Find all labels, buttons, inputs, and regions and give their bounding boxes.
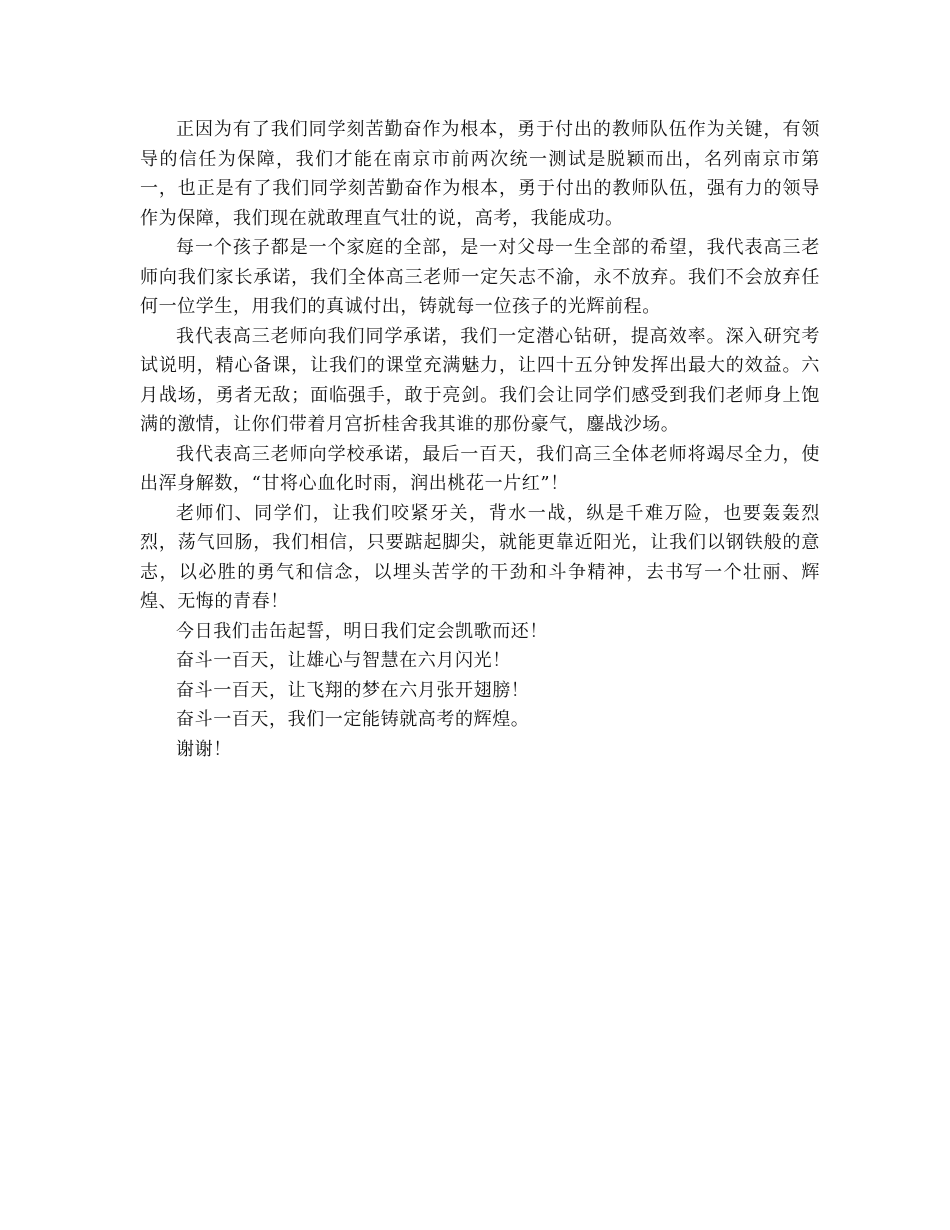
paragraph-9: 奋斗一百天，我们一定能铸就高考的辉煌。 <box>176 709 530 730</box>
paragraph-4: 我代表高三老师向学校承诺，最后一百天，我们高三全体老师将竭尽全力，使出浑身解数，“甘将心血化时雨，润出桃花一片红”！ <box>140 443 820 494</box>
paragraph-2: 每一个孩子都是一个家庭的全部，是一对父母一生全部的希望，我代表高三老师向我们家长承诺，我们全体高三老师一定矢志不渝，永不放弃。我们不会放弃任何一位学生，用我们的真诚付出，铸就每一位孩子的光辉前程。 <box>140 237 820 317</box>
document-body <box>140 115 820 764</box>
paragraph-7: 奋斗一百天，让雄心与智慧在六月闪光！ <box>176 650 511 671</box>
paragraph-10: 谢谢！ <box>176 738 232 760</box>
paragraph-3: 我代表高三老师向我们同学承诺，我们一定潜心钻研，提高效率。深入研究考试说明，精心备课，让我们的课堂充满魅力，让四十五分钟发挥出最大的效益。六月战场，勇者无敌；面临强手，敢于亮剑。我们会让同学们感受到我们老师身上饱满的激情，让你们带着月宫折桂舍我其谁的那份豪气，鏖战沙场。 <box>140 325 820 435</box>
paragraph-8: 奋斗一百天，让飞翔的梦在六月张开翅膀！ <box>176 679 530 701</box>
paragraph-1: 正因为有了我们同学刻苦勤奋作为根本，勇于付出的教师队伍作为关键，有领导的信任为保障，我们才能在南京市前两次统一测试是脱颖而出，名列南京市第一，也正是有了我们同学刻苦勤奋作为根本，勇于付出的教师队伍，强有力的领导作为保障，我们现在就敢理直气壮的说，高考，我能成功。 <box>140 119 820 229</box>
paragraph-6: 今日我们击缶起誓，明日我们定会凯歌而还！ <box>176 620 548 642</box>
paragraph-5: 老师们、同学们，让我们咬紧牙关，背水一战，纵是千难万险，也要轰轰烈烈，荡气回肠，我们相信，只要踮起脚尖，就能更靠近阳光，让我们以钢铁般的意志，以必胜的勇气和信念，以埋头苦学的干劲和斗争精神，去书写一个壮丽、辉煌、无悔的青春！ <box>140 502 820 612</box>
